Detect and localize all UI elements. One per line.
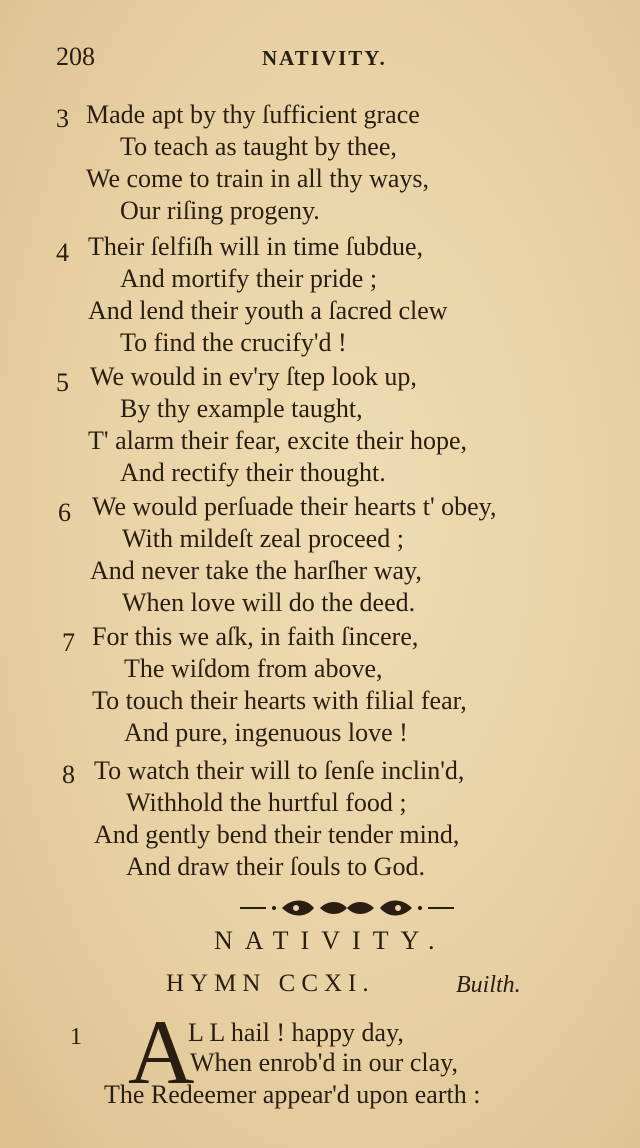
- stanza-number: 1: [70, 1024, 82, 1050]
- verse-line: T' alarm their fear, excite their hope,: [88, 426, 468, 455]
- section-title: NATIVITY.: [214, 926, 447, 955]
- verse-line: The Redeemer appear'd upon earth :: [104, 1080, 481, 1109]
- verse-line: We come to train in all thy ways,: [86, 164, 430, 193]
- verse-line: Their ſelfiſh will in time ſubdue,: [88, 232, 424, 261]
- fleuron-divider-icon: [236, 892, 458, 924]
- tune-name: Builth.: [456, 972, 521, 998]
- verse-line: We would in ev'ry ſtep look up,: [90, 362, 417, 391]
- verse-line: For this we aſk, in faith ſincere,: [92, 622, 419, 651]
- verse-line: To watch their will to ſenſe inclin'd,: [94, 756, 465, 785]
- stanza-number: 4: [56, 238, 69, 267]
- verse-line: And mortify their pride ;: [120, 264, 378, 293]
- page-number: 208: [56, 42, 95, 71]
- verse-line: L L hail ! happy day,: [188, 1018, 404, 1047]
- verse-line: We would perſuade their hearts t' obey,: [92, 492, 497, 521]
- stanza-number: 5: [56, 368, 69, 397]
- verse-line: Made apt by thy ſufficient grace: [86, 100, 420, 129]
- drop-cap: A: [128, 1001, 195, 1103]
- stanza-number: 3: [56, 104, 69, 133]
- verse-line: When love will do the deed.: [122, 588, 416, 617]
- verse-line: And lend their youth a ſacred clew: [88, 296, 448, 325]
- stanza-number: 6: [58, 498, 71, 527]
- verse-line: To find the crucify'd !: [120, 328, 347, 357]
- verse-line: And gently bend their tender mind,: [94, 820, 460, 849]
- verse-line: And never take the harſher way,: [90, 556, 422, 585]
- verse-line: Our riſing progeny.: [120, 196, 320, 225]
- verse-line: To teach as taught by thee,: [120, 132, 397, 161]
- stanza-number: 8: [62, 760, 75, 789]
- verse-line: When enrob'd in our clay,: [190, 1048, 458, 1077]
- hymn-number: HYMN CCXI.: [166, 970, 375, 997]
- verse-line: With mildeſt zeal proceed ;: [122, 524, 404, 553]
- stanza-number: 7: [62, 628, 75, 657]
- verse-line: And rectify their thought.: [120, 458, 386, 487]
- verse-line: Withhold the hurtful food ;: [126, 788, 407, 817]
- verse-line: To touch their hearts with filial fear,: [92, 686, 467, 715]
- verse-line: The wiſdom from above,: [124, 654, 383, 683]
- verse-line: And draw their ſouls to God.: [126, 852, 425, 881]
- running-title: NATIVITY.: [262, 46, 387, 70]
- verse-line: And pure, ingenuous love !: [124, 718, 408, 747]
- verse-line: By thy example taught,: [120, 394, 363, 423]
